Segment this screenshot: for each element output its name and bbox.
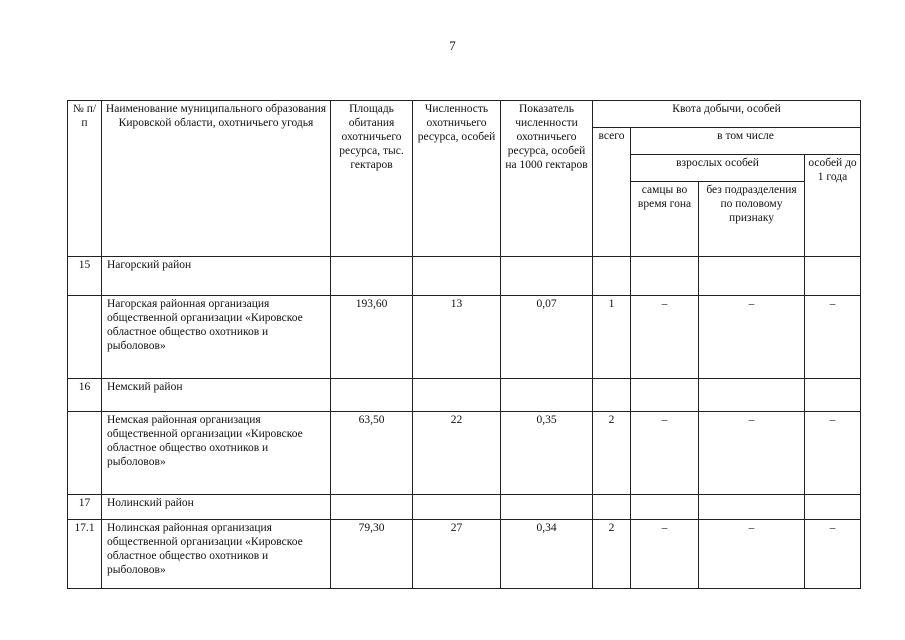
row-name: Нагорская районная организация общественной организации «Кировское областное общество охотников и рыболовов» <box>102 296 331 379</box>
row-total: 1 <box>593 296 631 379</box>
row-num <box>68 412 102 495</box>
header-num: № п/п <box>68 101 102 257</box>
row-name: Немская районная организация общественной организации «Кировское областное общество охотников и рыболовов» <box>102 412 331 495</box>
row-count: 13 <box>413 296 501 379</box>
header-name: Наименование муниципального образования Кировской области, охотничьего угодья <box>102 101 331 257</box>
row-index: 0,35 <box>501 412 593 495</box>
header-area: Площадь обитания охотничьего ресурса, тыс. гектаров <box>331 101 413 257</box>
row-count: 22 <box>413 412 501 495</box>
table-row <box>68 495 861 520</box>
row-name: Нагорский район <box>102 257 331 296</box>
row-nosex: – <box>699 412 805 495</box>
row-males: – <box>631 296 699 379</box>
header-quota: Квота добычи, особей <box>593 101 861 128</box>
row-index: 0,07 <box>501 296 593 379</box>
table-row <box>68 296 861 379</box>
row-nosex: – <box>699 296 805 379</box>
row-index: 0,34 <box>501 520 593 589</box>
header-under-one: особей до 1 года <box>805 155 861 257</box>
row-num: 17 <box>68 495 102 520</box>
row-num <box>68 296 102 379</box>
row-name: Нолинский район <box>102 495 331 520</box>
row-young: – <box>805 520 861 589</box>
header-including: в том числе <box>631 128 861 155</box>
row-num: 15 <box>68 257 102 296</box>
row-males: – <box>631 520 699 589</box>
row-name: Немский район <box>102 379 331 412</box>
row-area: 79,30 <box>331 520 413 589</box>
table-row <box>68 520 861 589</box>
table-row <box>68 257 861 296</box>
page-number: 7 <box>449 38 456 53</box>
row-area: 193,60 <box>331 296 413 379</box>
header-index: Показатель численности охотничьего ресурса, особей на 1000 гектаров <box>501 101 593 257</box>
row-total: 2 <box>593 412 631 495</box>
row-name: Нолинская районная организация общественной организации «Кировское областное общество охотников и рыболовов» <box>102 520 331 589</box>
header-males-rut: самцы во время гона <box>631 182 699 257</box>
header-total: всего <box>593 128 631 257</box>
table-row <box>68 412 861 495</box>
row-young: – <box>805 296 861 379</box>
row-count: 27 <box>413 520 501 589</box>
header-count: Численность охотничьего ресурса, особей <box>413 101 501 257</box>
quota-table <box>67 100 861 589</box>
row-num: 16 <box>68 379 102 412</box>
header-adults: взрослых особей <box>631 155 805 182</box>
row-young: – <box>805 412 861 495</box>
table-row <box>68 379 861 412</box>
header-no-sex: без подразделения по половому признаку <box>699 182 805 257</box>
row-num: 17.1 <box>68 520 102 589</box>
row-area: 63,50 <box>331 412 413 495</box>
row-total: 2 <box>593 520 631 589</box>
row-males: – <box>631 412 699 495</box>
row-nosex: – <box>699 520 805 589</box>
